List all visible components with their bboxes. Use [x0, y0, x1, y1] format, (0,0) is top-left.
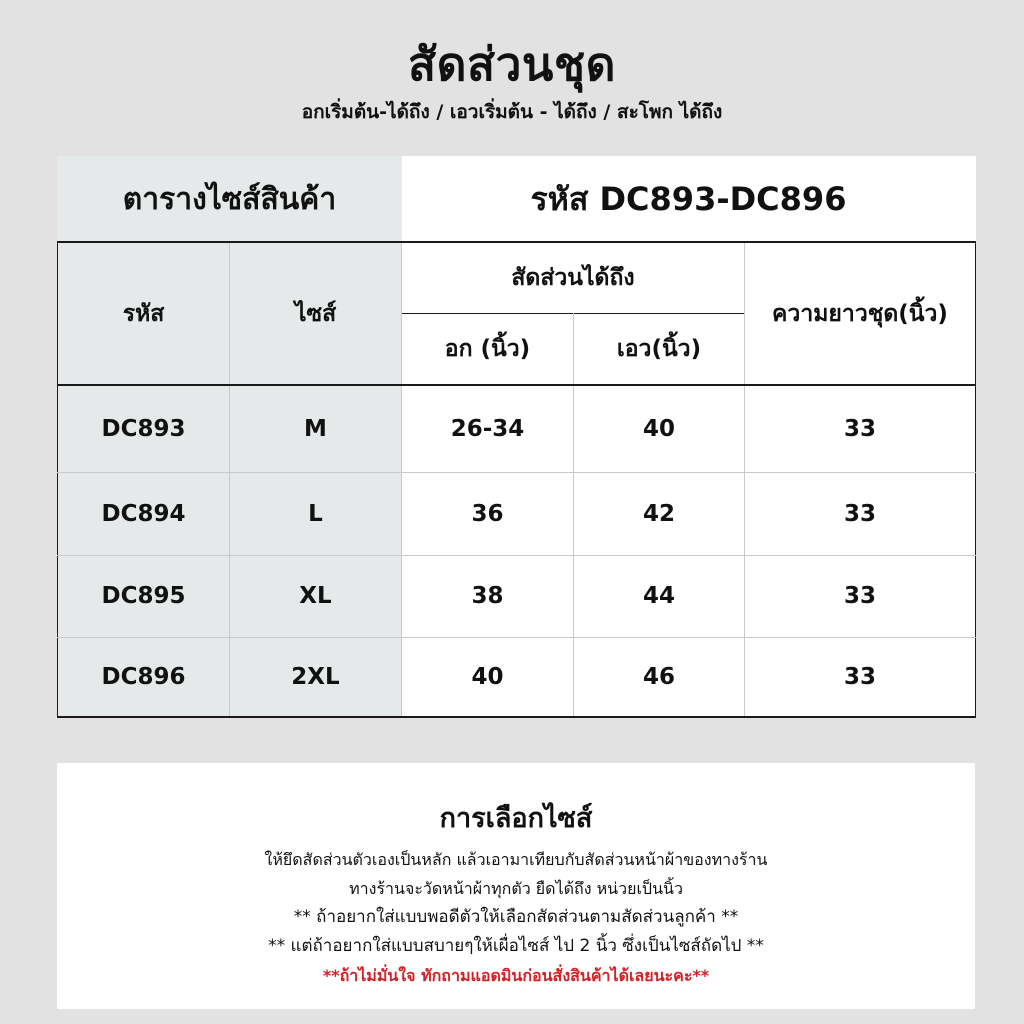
size-chart-heading: ตารางไซส์สินค้า: [58, 157, 402, 243]
cell-length: 33: [745, 637, 976, 717]
cell-size: XL: [230, 555, 402, 637]
guide-text-line: ** ถ้าอยากใส่แบบพอดีตัวให้เลือกสัดส่วนตามสัดส่วนลูกค้า **: [293, 907, 739, 927]
guide-contact-note: **ถ้าไม่มั่นใจ ทักถามแอดมินก่อนสั่งสินค้าได้เลยนะคะ**: [322, 966, 710, 985]
table-row: [58, 472, 976, 555]
size-guide-title: การเลือกไซส์: [439, 803, 593, 834]
cell-waist: 40: [574, 385, 745, 472]
cell-code: DC894: [58, 472, 230, 555]
cell-code: DC896: [58, 637, 230, 717]
table-row: [58, 637, 976, 717]
table-row: [58, 385, 976, 472]
guide-text-line: ทางร้านจะวัดหน้าผ้าทุกตัว ยืดได้ถึง หน่วยเป็นนิ้ว: [349, 879, 683, 898]
cell-waist: 46: [574, 637, 745, 717]
col-header-group: สัดส่วนได้ถึง: [402, 242, 745, 313]
cell-code: DC895: [58, 555, 230, 637]
guide-text-line: ** แต่ถ้าอยากใส่แบบสบายๆให้เผื่อไซส์ ไป 2 นิ้ว ซึ่งเป็นไซส์ถัดไป **: [268, 936, 764, 956]
page-subtitle: อกเริ่มต้น-ได้ถึง / เอวเริ่มต้น - ได้ถึง / สะโพก ได้ถึง: [301, 101, 723, 123]
cell-code: DC893: [58, 385, 230, 472]
cell-size: 2XL: [230, 637, 402, 717]
cell-chest: 40: [402, 637, 574, 717]
guide-text-line: ให้ยึดสัดส่วนตัวเองเป็นหลัก แล้วเอามาเทียบกับสัดส่วนหน้าผ้าของทางร้าน: [264, 850, 768, 869]
size-table-panel: [57, 156, 975, 718]
cell-length: 33: [745, 385, 976, 472]
product-code-heading: รหัส DC893-DC896: [402, 157, 976, 243]
cell-waist: 42: [574, 472, 745, 555]
cell-size: L: [230, 472, 402, 555]
col-header-length: ความยาวชุด(นิ้ว): [745, 242, 976, 385]
cell-length: 33: [745, 555, 976, 637]
cell-waist: 44: [574, 555, 745, 637]
size-table: [57, 156, 976, 718]
col-header-size: ไซส์: [230, 242, 402, 385]
col-header-chest: อก (นิ้ว): [402, 313, 574, 385]
size-guide-panel: [57, 763, 975, 1009]
col-header-waist: เอว(นิ้ว): [574, 313, 745, 385]
cell-chest: 38: [402, 555, 574, 637]
cell-length: 33: [745, 472, 976, 555]
table-row: [58, 555, 976, 637]
cell-chest: 36: [402, 472, 574, 555]
cell-chest: 26-34: [402, 385, 574, 472]
col-header-code: รหัส: [58, 242, 230, 385]
cell-size: M: [230, 385, 402, 472]
page-title: สัดส่วนชุด: [408, 37, 616, 91]
